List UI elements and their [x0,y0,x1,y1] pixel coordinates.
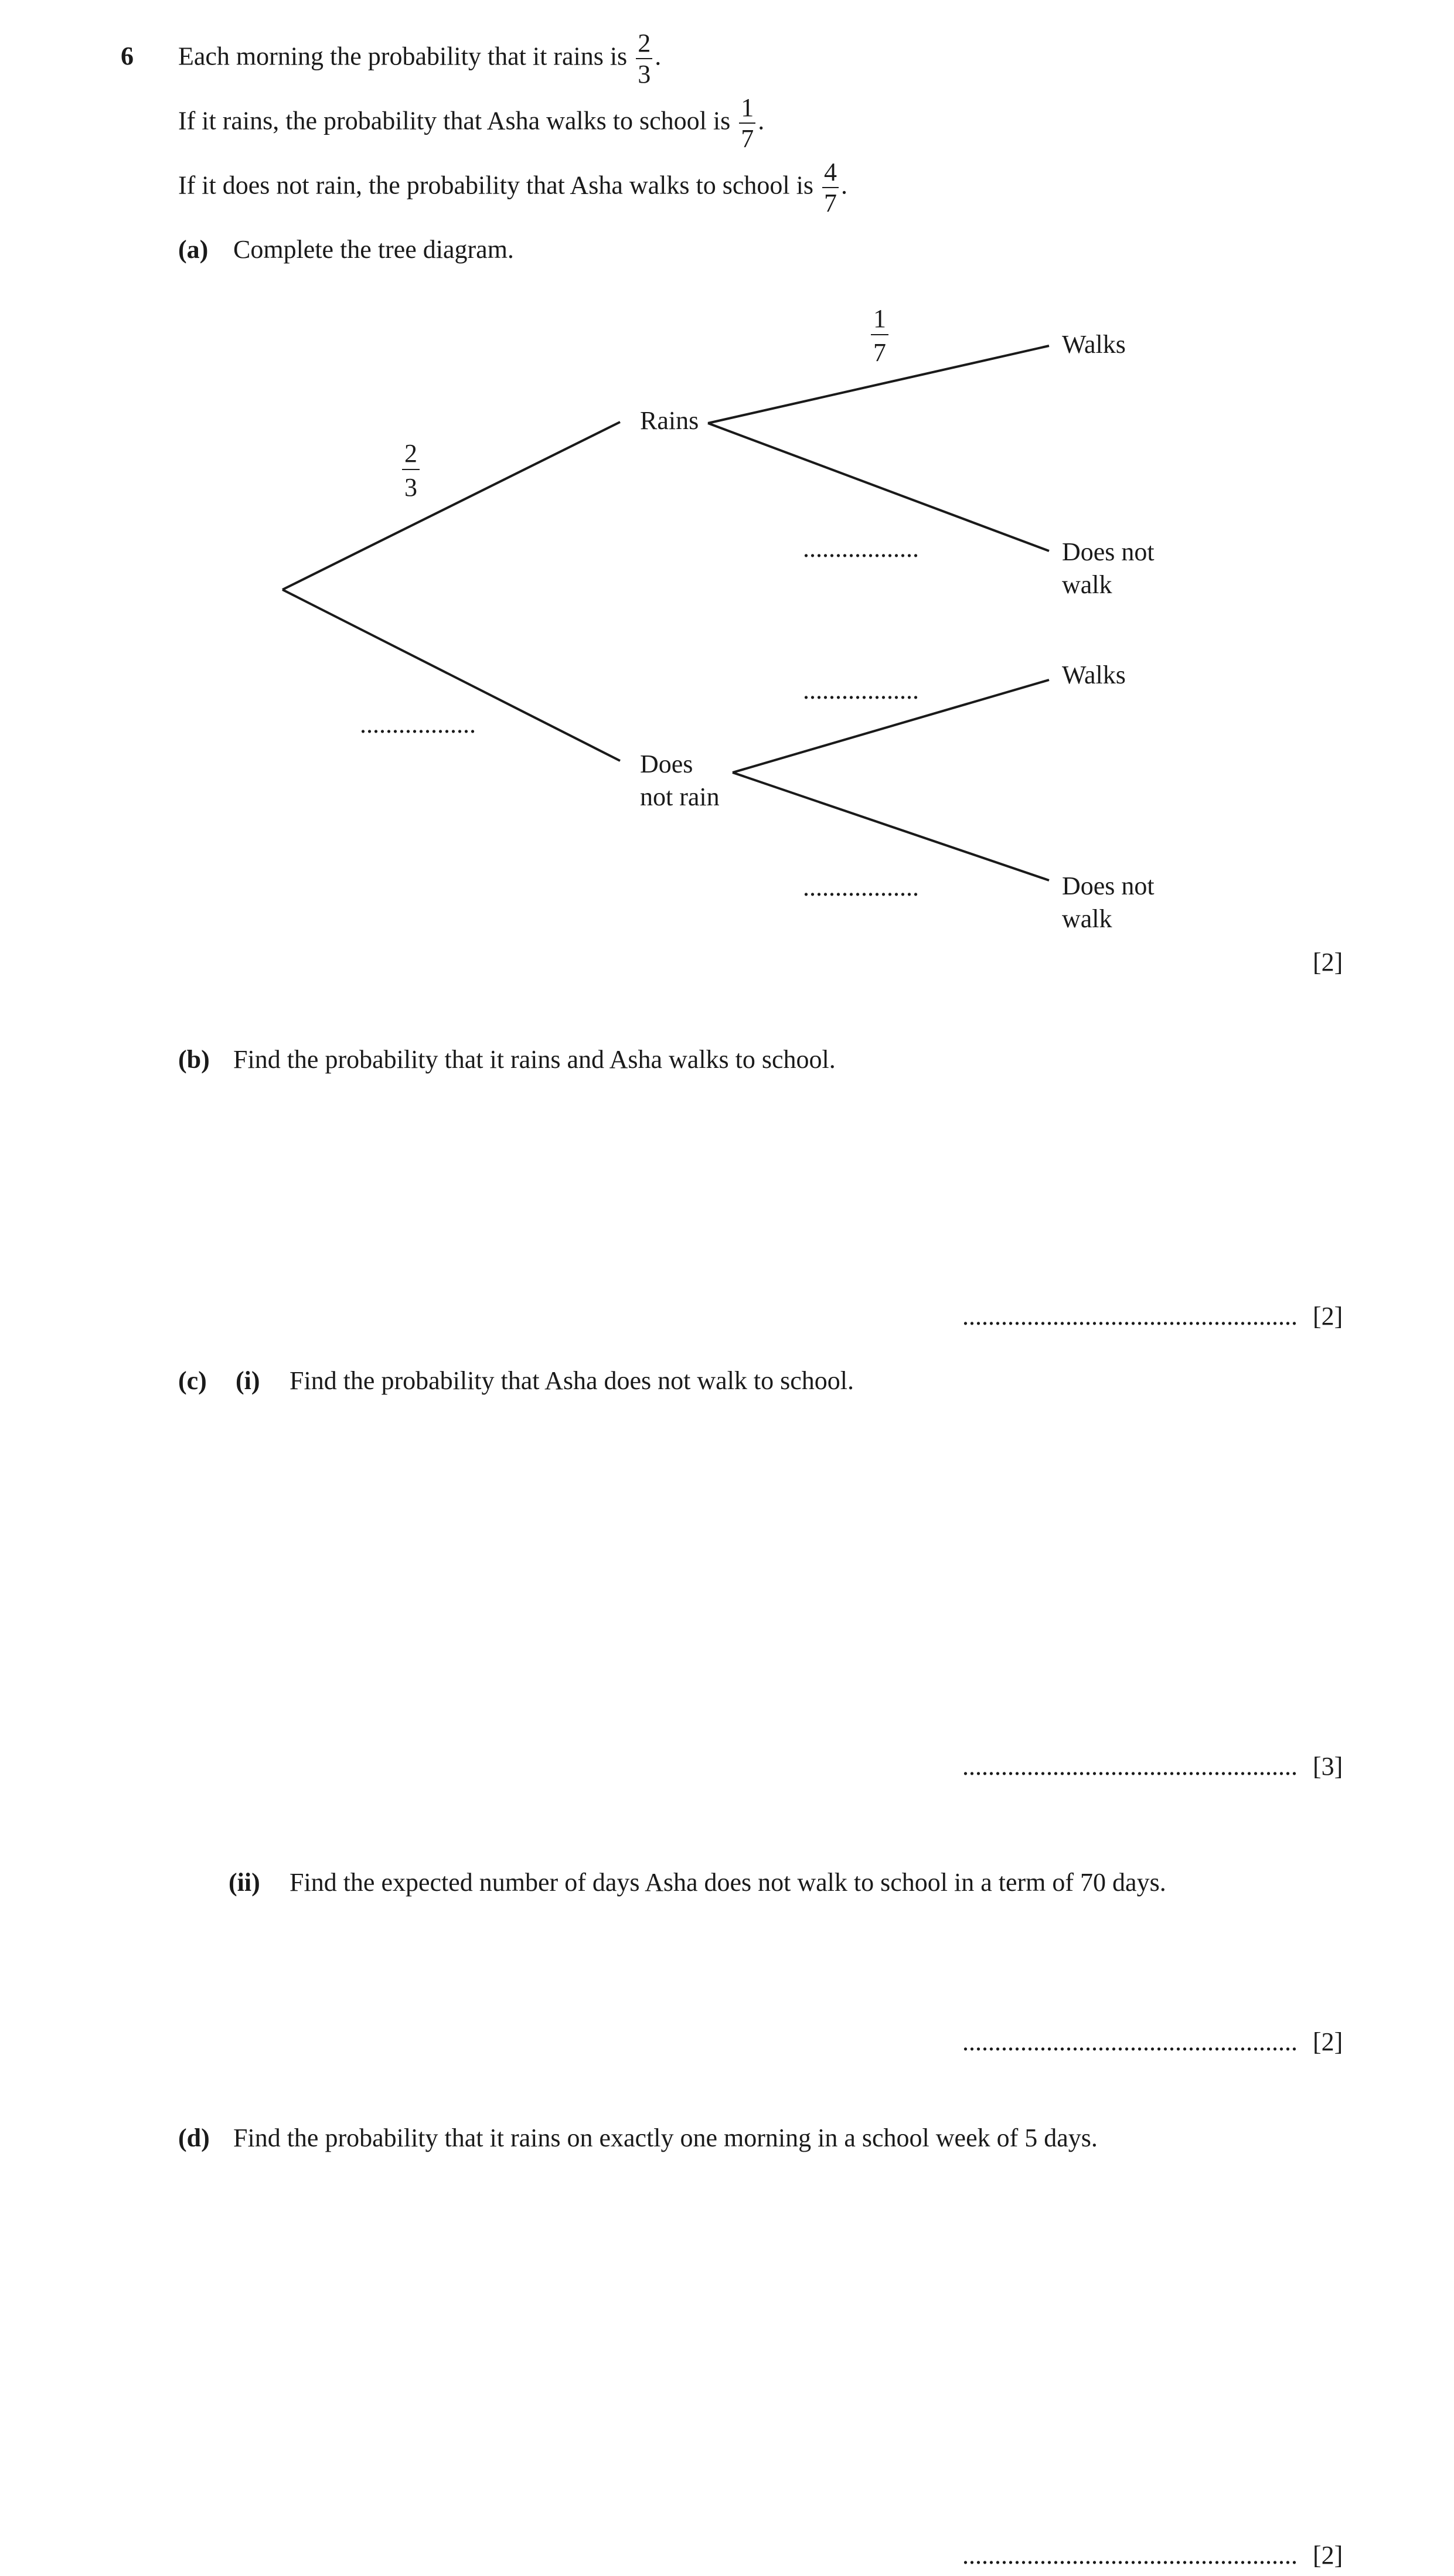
blank-no-rain-walks-probability[interactable]: .................. [803,676,919,705]
blank-no-rain-does-not-walk-probability[interactable]: .................. [803,873,919,901]
branch-rains-to-does-not-walk [708,423,1049,551]
part-c-ii-label: (ii) [229,1868,260,1897]
part-c-i-answer-line[interactable]: .................................................... [962,1752,1298,1781]
part-c-i-text: Find the probability that Asha does not walk to school. [290,1366,854,1395]
tree-diagram [0,0,1454,996]
fraction-denominator: 3 [638,60,651,89]
stem-line-3-text: If it does not rain, the probability that Asha walks to school is [178,171,813,200]
part-a-label: (a) [178,235,209,264]
branch-root-to-rains [282,422,620,590]
part-b-text: Find the probability that it rains and Asha walks to school. [233,1045,836,1074]
node-rains: Rains [640,406,699,435]
part-c-ii-text: Find the expected number of days Asha does not walk to school in a term of 70 days. [290,1868,1166,1897]
fraction-numerator: 1 [739,95,755,124]
outcome-walks-bottom: Walks [1062,661,1126,689]
part-c-label: (c) [178,1366,207,1395]
stem-line-1-text: Each morning the probability that it rains is [178,42,628,71]
fraction-numerator: 2 [636,30,652,59]
part-a-marks: [2] [1313,948,1343,976]
part-a-text: Complete the tree diagram. [233,235,514,264]
given-rain-probability [402,441,420,501]
fraction-numerator: 2 [402,441,420,470]
outcome-does-not-walk-bottom-line-2: walk [1062,904,1112,933]
outcome-does-not-walk-bottom-line-1: Does not [1062,872,1155,900]
fraction-numerator: 1 [871,306,888,335]
outcome-does-not-walk-top-line-1: Does not [1062,537,1155,566]
part-c-i-label: (i) [236,1366,260,1395]
outcome-does-not-walk-bottom [1062,870,1155,935]
fraction-numerator: 4 [822,159,839,188]
branch-no-rain-to-does-not-walk [733,773,1049,880]
part-b-marks: [2] [1313,1302,1343,1330]
part-d-text: Find the probability that it rains on exactly one morning in a school week of 5 days. [233,2124,1098,2152]
outcome-does-not-walk-top-line-2: walk [1062,570,1112,599]
outcome-does-not-walk-top [1062,536,1155,601]
part-d-answer-line[interactable]: .................................................... [962,2541,1298,2570]
node-does-not-rain [640,748,720,814]
part-d-label: (d) [178,2124,210,2152]
fraction-denominator: 3 [404,473,417,502]
blank-does-not-rain-probability[interactable]: .................. [360,710,476,739]
part-c-ii-answer-line[interactable]: .................................................... [962,2027,1298,2056]
stem-line-2-text: If it rains, the probability that Asha walks to school is [178,106,731,135]
stem-period: . [655,42,662,71]
part-b-answer-line[interactable]: .................................................... [962,1302,1298,1330]
node-does-not-rain-line-2: not rain [640,782,720,811]
fraction-denominator: 7 [873,338,886,367]
fraction-denominator: 7 [823,189,837,217]
part-c-i-marks: [3] [1313,1752,1343,1781]
blank-rain-does-not-walk-probability[interactable]: .................. [803,534,919,563]
stem-period: . [758,106,765,135]
question-number: 6 [121,42,134,70]
stem-period: . [840,171,847,200]
given-rain-walk-probability [871,306,888,366]
part-c-ii-marks: [2] [1313,2027,1343,2056]
part-d-marks: [2] [1313,2541,1343,2570]
node-does-not-rain-line-1: Does [640,750,693,778]
part-b-label: (b) [178,1045,210,1074]
fraction-denominator: 7 [741,124,754,153]
outcome-walks-top: Walks [1062,330,1126,359]
